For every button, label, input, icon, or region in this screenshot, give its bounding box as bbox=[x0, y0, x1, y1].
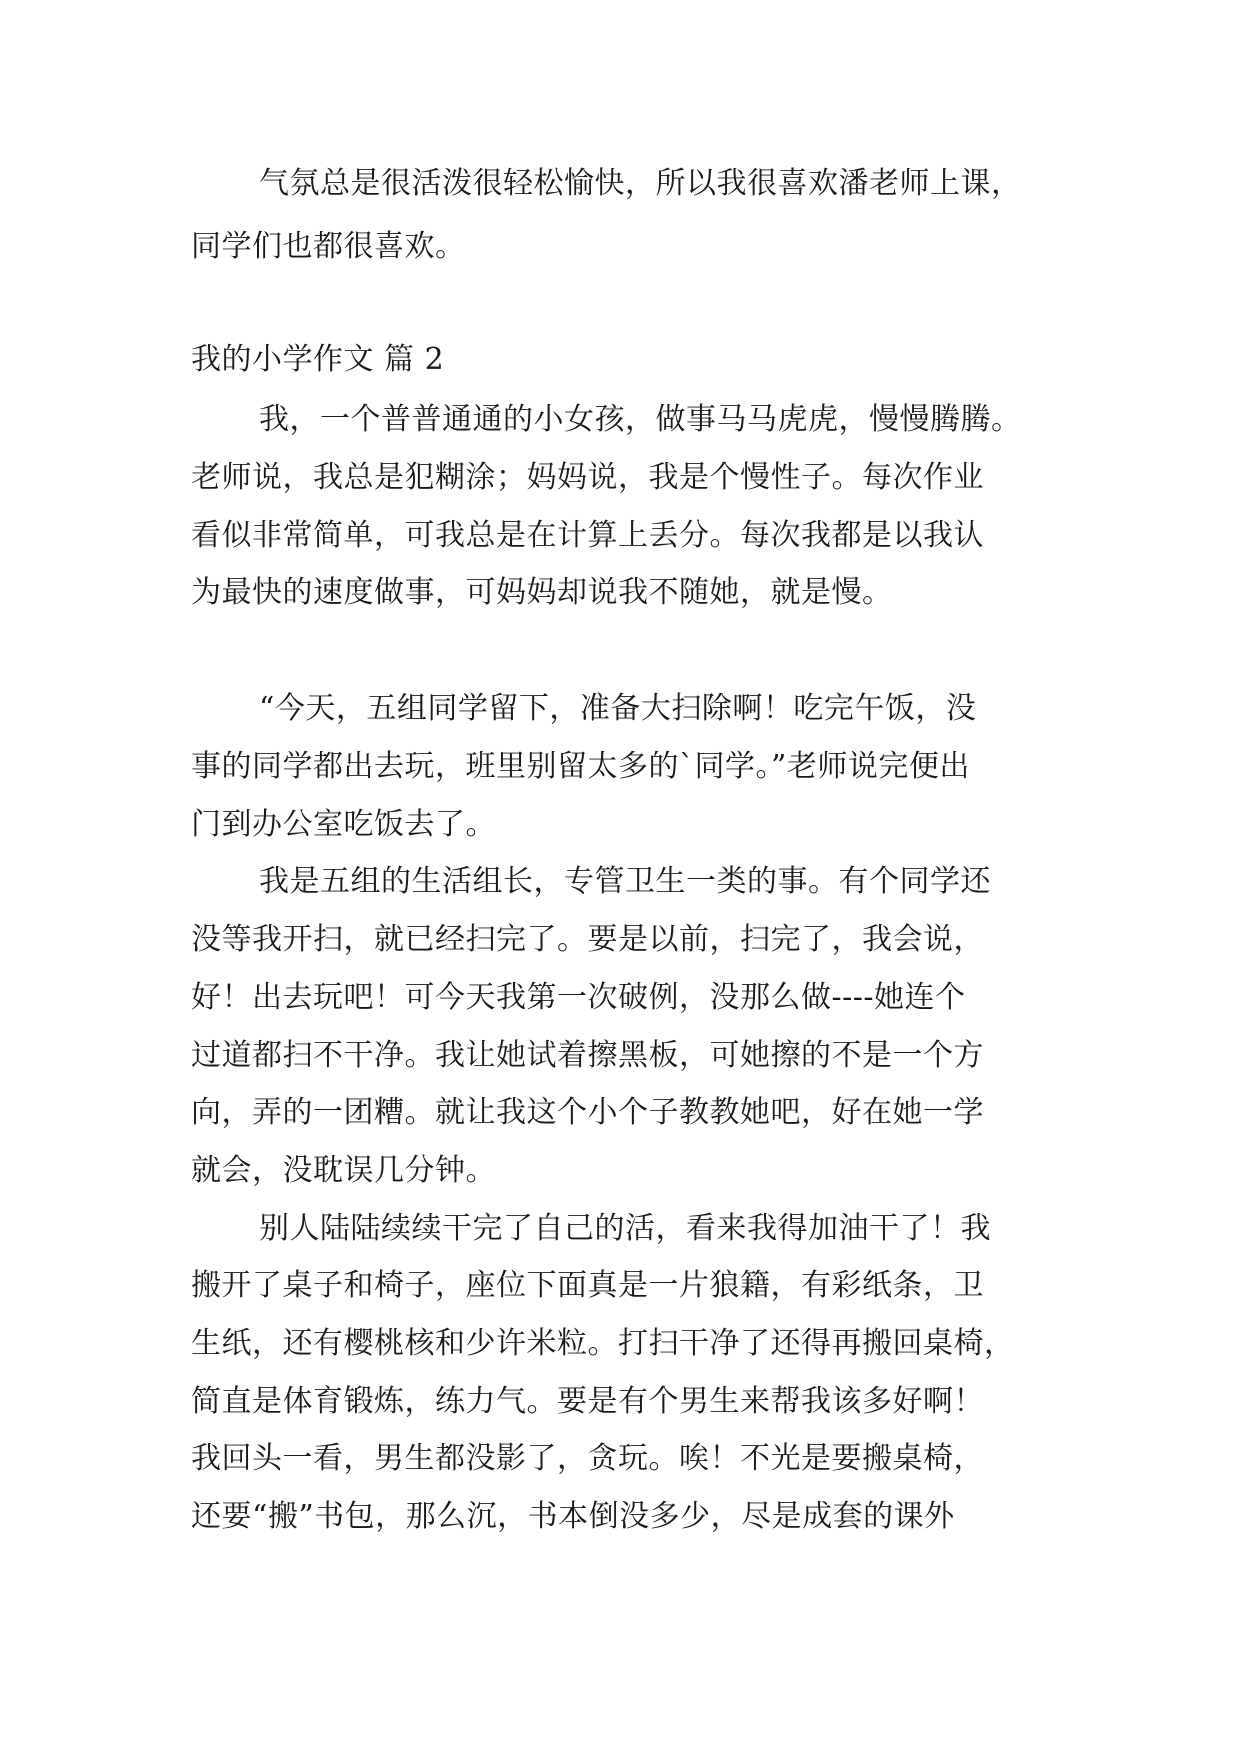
paragraph-line: 为最快的速度做事，可妈妈却说我不随她，就是慢。 bbox=[191, 575, 893, 610]
paragraph-line: 气氛总是很活泼很轻松愉快，所以我很喜欢潘老师上课， bbox=[259, 166, 1022, 201]
paragraph-line: 就会，没耽误几分钟。 bbox=[191, 1153, 496, 1188]
paragraph-line: 搬开了桌子和椅子，座位下面真是一片狼籍，有彩纸条，卫 bbox=[191, 1268, 984, 1303]
paragraph-line: 向，弄的一团糟。就让我这个小个子教教她吧，好在她一学 bbox=[191, 1095, 984, 1130]
paragraph-line: 简直是体育锻炼，练力气。要是有个男生来帮我该多好啊！ bbox=[191, 1384, 984, 1419]
paragraph-line: 过道都扫不干净。我让她试着擦黑板，可她擦的不是一个方 bbox=[191, 1038, 984, 1073]
section-heading: 我的小学作文 篇 2 bbox=[191, 342, 445, 377]
paragraph-line: 我回头一看，男生都没影了，贪玩。唉！不光是要搬桌椅， bbox=[191, 1441, 984, 1476]
paragraph-line: “今天，五组同学留下，准备大扫除啊！吃完午饭，没 bbox=[259, 691, 977, 726]
paragraph-line: 没等我开扫，就已经扫完了。要是以前，扫完了，我会说， bbox=[191, 922, 984, 957]
paragraph-line: 门到办公室吃饭去了。 bbox=[191, 807, 496, 842]
paragraph-line: 还要“搬”书包，那么沉，书本倒没多少，尽是成套的课外 bbox=[191, 1499, 955, 1534]
paragraph-line: 看似非常简单，可我总是在计算上丢分。每次我都是以我认 bbox=[191, 518, 984, 553]
paragraph-line: 事的同学都出去玩，班里别留太多的`同学。”老师说完便出 bbox=[191, 749, 970, 784]
paragraph-line: 好！出去玩吧！可今天我第一次破例，没那么做----她连个 bbox=[191, 980, 966, 1015]
paragraph-line: 老师说，我总是犯糊涂；妈妈说，我是个慢性子。每次作业 bbox=[191, 460, 984, 495]
paragraph-line: 生纸，还有樱桃核和少许米粒。打扫干净了还得再搬回桌椅， bbox=[191, 1326, 1015, 1361]
paragraph-line: 别人陆陆续续干完了自己的活，看来我得加油干了！我 bbox=[259, 1211, 991, 1246]
paragraph-line: 我，一个普普通通的小女孩，做事马马虎虎，慢慢腾腾。 bbox=[259, 402, 1022, 437]
paragraph-line: 同学们也都很喜欢。 bbox=[191, 229, 466, 264]
paragraph-line: 我是五组的生活组长，专管卫生一类的事。有个同学还 bbox=[259, 864, 991, 899]
